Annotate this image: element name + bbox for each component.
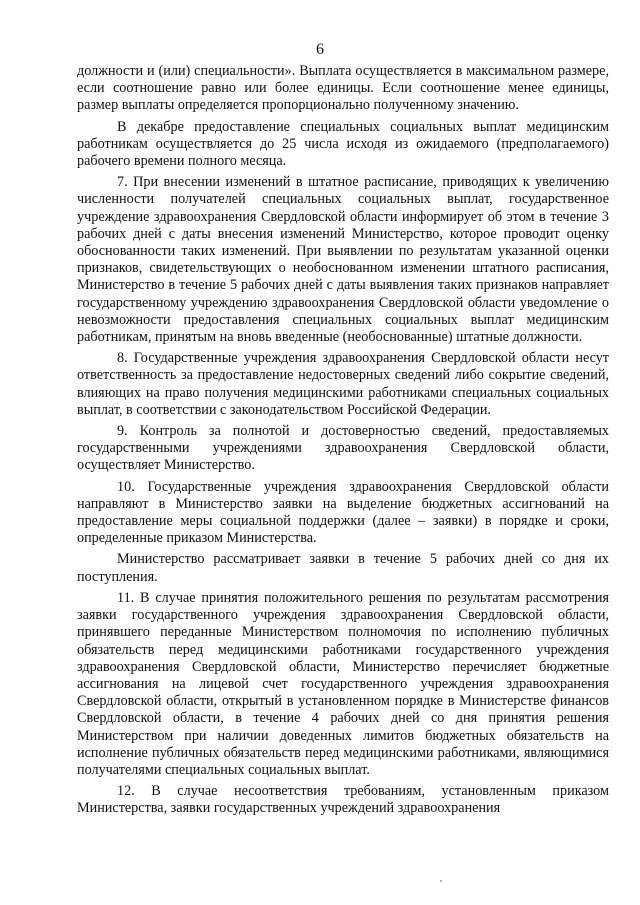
document-body	[77, 63, 609, 822]
paragraph-item-7: 7. При внесении изменений в штатное расписание, приводящих к увеличению численности получателей специальных социальных выплат, государственное учреждение здравоохранения Свердловской области информирует об этом в течение 3 рабочих дней с даты внесения изменений Министерство, которое проводит оценку обоснованности таких изменений. При выявлении по результатам указанной оценки признаков, свидетельствующих о необоснованном изменении штатного расписания, Министерство в течение 5 рабочих дней с даты выявления таких признаков направляет государственному учреждению здравоохранения Свердловской области уведомление о невозможности предоставления специальных социальных выплат медицинским работникам, принятым на вновь введенные (необоснованные) штатные должности.	[77, 174, 609, 346]
paragraph-item-12: 12. В случае несоответствия требованиям, установленным приказом Министерства, заявки государственных учреждений здравоохранения	[77, 783, 609, 817]
paragraph-item-10: 10. Государственные учреждения здравоохранения Свердловской области направляют в Министерство заявки на выделение бюджетных ассигнований на предоставление меры социальной поддержки (далее – заявки) в порядке и сроки, определенные приказом Министерства.	[77, 478, 609, 547]
paragraph: В декабре предоставление специальных социальных выплат медицинским работникам осуществляется до 25 числа исходя из ожидаемого (предполагаемого) рабочего времени полного месяца.	[77, 118, 609, 170]
scan-artifact	[440, 880, 442, 882]
paragraph-item-8: 8. Государственные учреждения здравоохранения Свердловской области несут ответственность за предоставление недостоверных сведений либо сокрытие сведений, влияющих на право получения медицинскими работниками специальных социальных выплат, в соответствии с законодательством Российской Федерации.	[77, 350, 609, 418]
paragraph: должности и (или) специальности». Выплата осуществляется в максимальном размере, если соотношение равно или более единицы. Если соотношение менее единицы, размер выплаты определяется пропорционально полученному значению.	[77, 63, 609, 114]
paragraph-item-9: 9. Контроль за полнотой и достоверностью сведений, предоставляемых государственными учреждениями здравоохранения Свердловской области, осуществляет Министерство.	[77, 423, 609, 474]
paragraph: Министерство рассматривает заявки в течение 5 рабочих дней со дня их поступления.	[77, 551, 609, 585]
page-number: 6	[316, 41, 324, 58]
paragraph-item-11: 11. В случае принятия положительного решения по результатам рассмотрения заявки государственного учреждения здравоохранения Свердловской области, принявшего переданные Министерством полномочия по исполнению публичных обязательств перед медицинскими работниками государственного учреждения здравоохранения Свердловской области, Министерство перечисляет бюджетные ассигнования на лицевой счет государственного учреждения здравоохранения Свердловской области, открытый в установленном порядке в Министерстве финансов Свердловской области, в течение 4 рабочих дней со дня принятия решения Министерством при наличии доведенных лимитов бюджетных обязательств на исполнение публичных обязательств перед медицинскими работниками, являющимися получателями специальных социальных выплат.	[77, 589, 609, 778]
